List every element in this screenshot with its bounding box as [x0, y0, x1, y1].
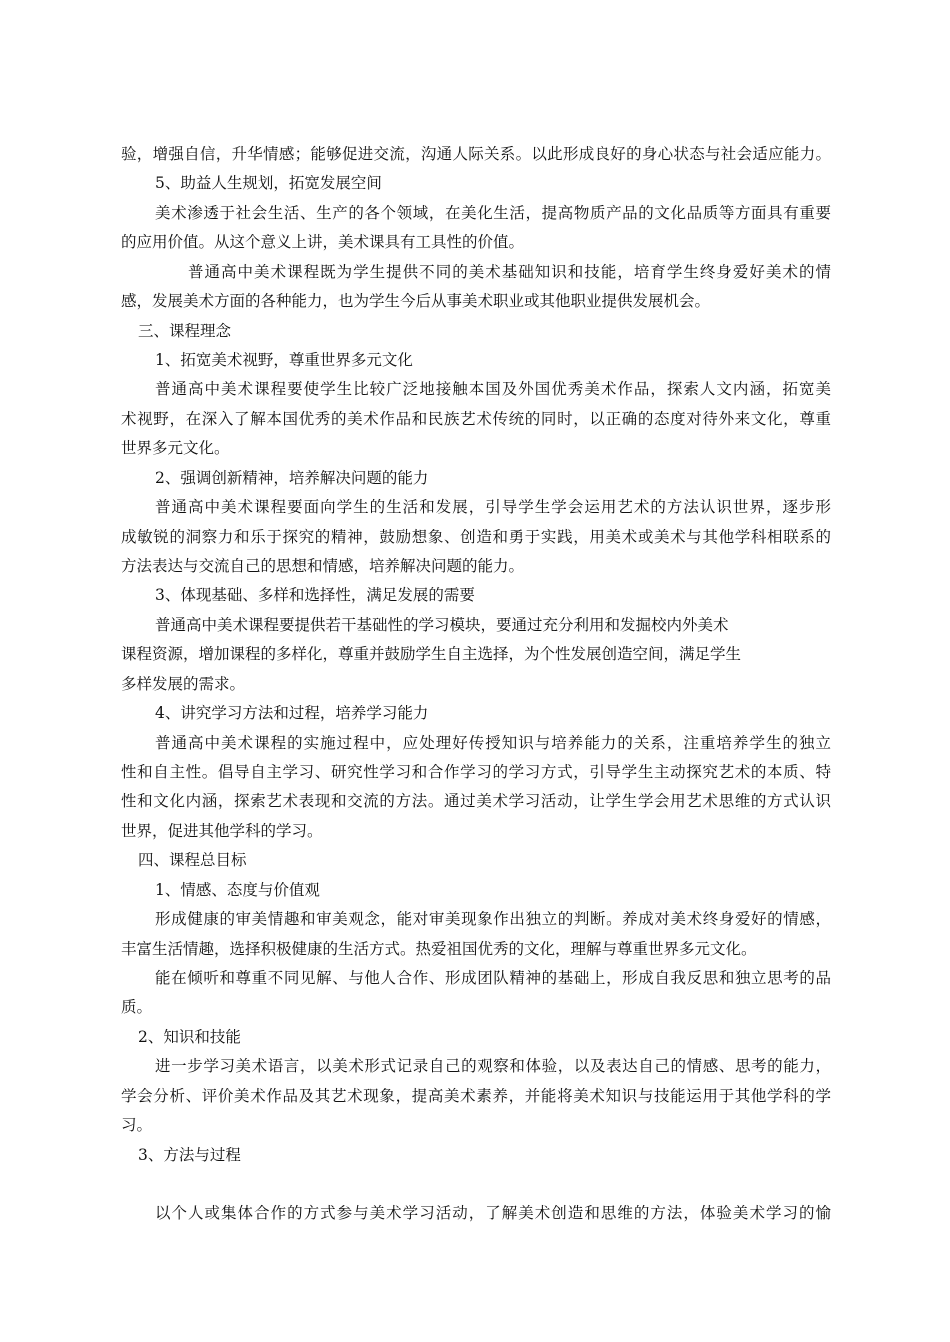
paragraph-line: 美术渗透于社会生活、生产的各个领域，在美化生活，提高物质产品的文化品质等方面具有重要 [155, 204, 831, 222]
paragraph-line: 学会分析、评价美术作品及其艺术现象，提高美术素养，并能将美术知识与技能运用于其他学科的学 [121, 1087, 831, 1105]
paragraph-line: 感，发展美术方面的各种能力，也为学生今后从事美术职业或其他职业提供发展机会。 [121, 292, 711, 310]
paragraph-line: 方法表达与交流自己的思想和情感，培养解决问题的能力。 [121, 557, 525, 575]
subheading: 2、知识和技能 [138, 1028, 241, 1046]
paragraph-line: 能在倾听和尊重不同见解、与他人合作、形成团队精神的基础上，形成自我反思和独立思考的品 [155, 969, 831, 987]
paragraph-line: 形成健康的审美情趣和审美观念，能对审美现象作出独立的判断。养成对美术终身爱好的情感， [155, 910, 831, 928]
subheading: 3、体现基础、多样和选择性，满足发展的需要 [155, 586, 475, 604]
paragraph-line: 以个人或集体合作的方式参与美术学习活动，了解美术创造和思维的方法，体验美术学习的愉 [155, 1204, 831, 1222]
paragraph-line: 课程资源，增加课程的多样化，尊重并鼓励学生自主选择，为个性发展创造空间，满足学生 [121, 645, 742, 663]
paragraph-line: 普通高中美术课程的实施过程中，应处理好传授知识与培养能力的关系，注重培养学生的独立 [155, 734, 831, 752]
subheading: 2、强调创新精神，培养解决问题的能力 [155, 469, 429, 487]
subheading: 5、助益人生规划，拓宽发展空间 [155, 174, 382, 192]
paragraph-line: 普通高中美术课程要面向学生的生活和发展，引导学生学会运用艺术的方法认识世界，逐步形 [155, 498, 831, 516]
paragraph-line: 习。 [121, 1116, 153, 1134]
paragraph-line: 性和自主性。倡导自主学习、研究性学习和合作学习的学习方式，引导学生主动探究艺术的本质、特 [121, 763, 831, 781]
paragraph-line: 普通高中美术课程要提供若干基础性的学习模块，要通过充分利用和发掘校内外美术 [155, 616, 729, 634]
subheading: 1、拓宽美术视野，尊重世界多元文化 [155, 351, 413, 369]
section-heading: 四、课程总目标 [138, 851, 247, 869]
paragraph-line: 质。 [121, 998, 153, 1016]
paragraph-line: 丰富生活情趣，选择积极健康的生活方式。热爱祖国优秀的文化，理解与尊重世界多元文化。 [121, 940, 757, 958]
section-heading: 三、课程理念 [138, 322, 232, 340]
paragraph-line: 世界，促进其他学科的学习。 [121, 822, 323, 840]
subheading: 1、情感、态度与价值观 [155, 881, 320, 899]
paragraph-line: 术视野，在深入了解本国优秀的美术作品和民族艺术传统的同时，以正确的态度对待外来文化，尊重 [121, 410, 831, 428]
paragraph-line: 世界多元文化。 [121, 439, 230, 457]
paragraph-line: 进一步学习美术语言，以美术形式记录自己的观察和体验，以及表达自己的情感、思考的能力， [155, 1057, 831, 1075]
paragraph-line: 普通高中美术课程要使学生比较广泛地接触本国及外国优秀美术作品，探索人文内涵，拓宽美 [155, 380, 831, 398]
paragraph-line: 的应用价值。从这个意义上讲，美术课具有工具性的价值。 [121, 233, 525, 251]
paragraph-line: 成敏锐的洞察力和乐于探究的精神，鼓励想象、创造和勇于实践，用美术或美术与其他学科相联系的 [121, 528, 831, 546]
paragraph-line: 多样发展的需求。 [121, 675, 246, 693]
subheading: 3、方法与过程 [138, 1146, 241, 1164]
paragraph-line: 验，增强自信，升华情感；能够促进交流，沟通人际关系。以此形成良好的身心状态与社会适应能力。 [121, 145, 831, 163]
subheading: 4、讲究学习方法和过程，培养学习能力 [155, 704, 429, 722]
paragraph-line: 普通高中美术课程既为学生提供不同的美术基础知识和技能，培育学生终身爱好美术的情 [188, 263, 831, 281]
paragraph-line: 性和文化内涵，探索艺术表现和交流的方法。通过美术学习活动，让学生学会用艺术思维的方式认识 [121, 792, 831, 810]
